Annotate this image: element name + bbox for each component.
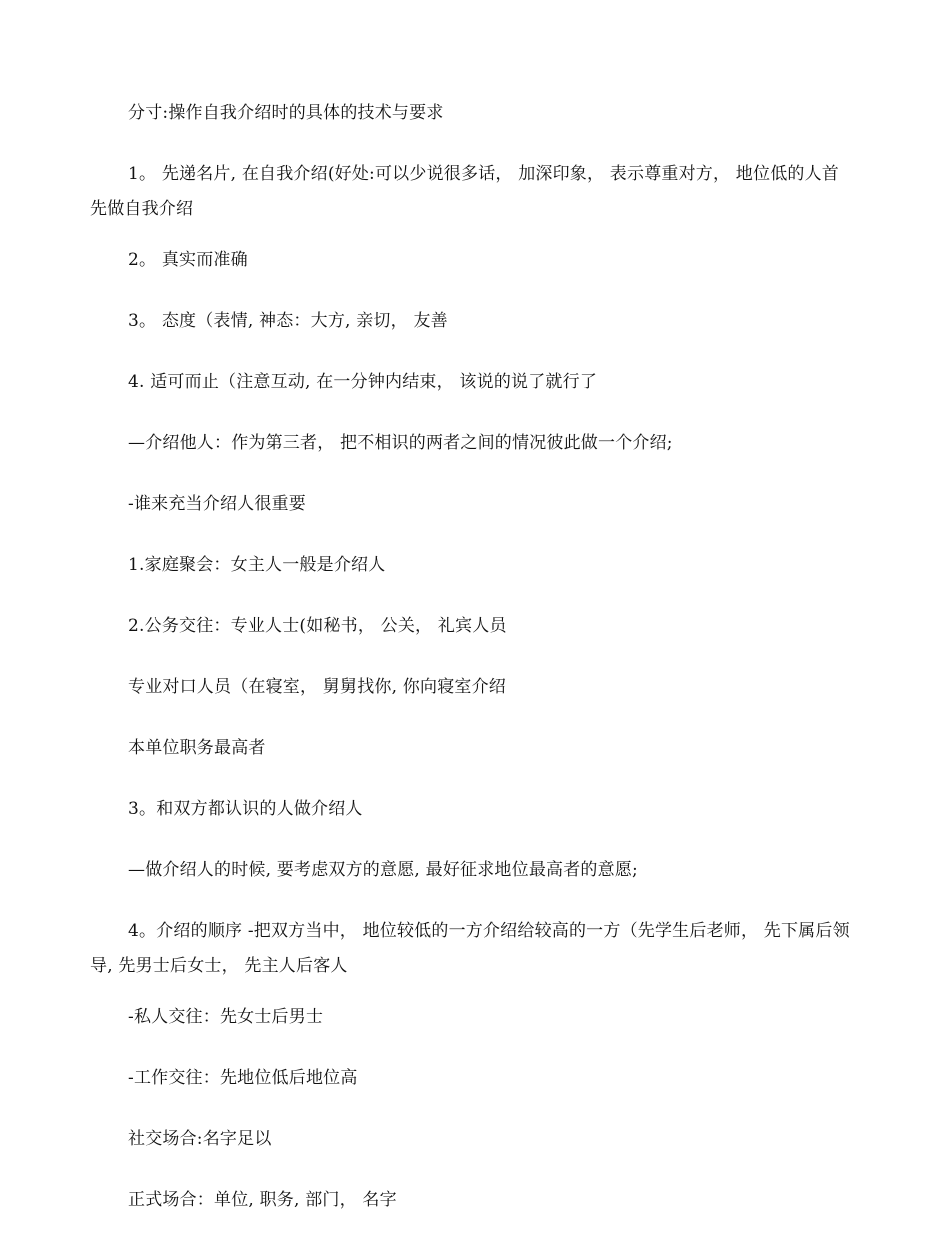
paragraph: —做介绍人的时候, 要考虑双方的意愿, 最好征求地位最高者的意愿; [128,860,638,880]
paragraph: 正式场合：单位, 职务, 部门， 名字 [128,1190,397,1210]
paragraph: 专业对口人员（在寝室， 舅舅找你, 你向寝室介绍 [128,677,507,697]
paragraph: 1.家庭聚会：女主人一般是介绍人 [128,555,386,575]
paragraph: 4。介绍的顺序 -把双方当中， 地位较低的一方介绍给较高的一方（先学生后老师， 先下属后领导, 先男士后女士， 先主人后客人 [90,921,850,976]
paragraph: 4. 适可而止（注意互动, 在一分钟内结束， 该说的说了就行了 [128,372,598,392]
paragraph: -工作交往：先地位低后地位高 [128,1068,358,1088]
paragraph: 3。和双方都认识的人做介绍人 [128,799,363,819]
paragraph-heading: 分寸:操作自我介绍时的具体的技术与要求 [128,103,444,123]
paragraph: —介绍他人：作为第三者， 把不相识的两者之间的情况彼此做一个介绍; [128,433,673,453]
paragraph: -谁来充当介绍人很重要 [128,494,306,514]
paragraph: 本单位职务最高者 [128,738,266,758]
paragraph: -私人交往：先女士后男士 [128,1007,324,1027]
paragraph: 2.公务交往：专业人士(如秘书， 公关， 礼宾人员 [128,616,507,636]
paragraph: 社交场合:名字足以 [128,1129,272,1149]
paragraph: 1。 先递名片, 在自我介绍(好处:可以少说很多话， 加深印象， 表示尊重对方， 地位低的人首先做自我介绍 [90,164,839,219]
paragraph: 2。 真实而准确 [128,250,248,270]
paragraph: 3。 态度（表情, 神态：大方, 亲切， 友善 [128,311,448,331]
document-body [90,96,852,1244]
